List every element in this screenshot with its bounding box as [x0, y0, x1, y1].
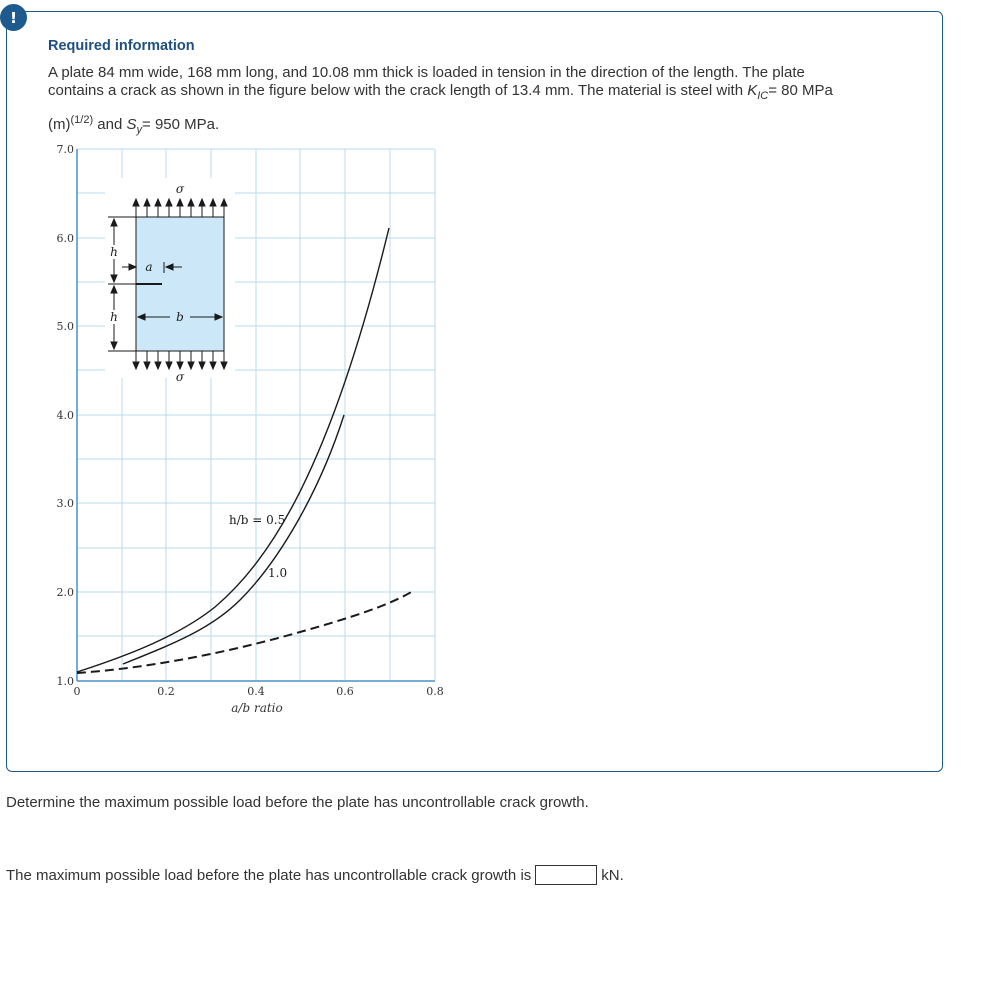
sy-value: = 950 MPa. [142, 116, 220, 133]
exclamation-icon: ! [9, 8, 18, 27]
problem-line-1: A plate 84 mm wide, 168 mm long, and 10.08 mm thick is loaded in tension in the direction of the length. The plate [48, 64, 805, 81]
a-label: a [145, 260, 153, 274]
curve-label-1.0: 1.0 [268, 566, 288, 580]
curve-label-h-b-0.5: h/b = 0.5 [229, 513, 286, 527]
y-tick-label: 5.0 [56, 320, 74, 333]
stress-concentration-figure [50, 140, 460, 720]
x-tick-label: 0.4 [247, 685, 265, 698]
y-tick-label: 4.0 [56, 409, 74, 422]
answer-row [6, 865, 624, 885]
answer-prefix: The maximum possible load before the plate has uncontrollable crack growth is [6, 866, 532, 884]
sigma-bottom-label: σ [175, 370, 185, 384]
kic-subscript: IC [757, 90, 769, 102]
top-load-arrows [133, 199, 227, 217]
y-tick-label: 6.0 [56, 232, 74, 245]
problem-line-3 [48, 111, 898, 139]
and-text: and [93, 116, 127, 133]
h-lower-label: h [110, 310, 118, 324]
sy-symbol [126, 116, 143, 136]
x-tick-label: 0.6 [336, 685, 354, 698]
h-upper-label: h [110, 245, 118, 259]
b-label: b [176, 310, 184, 324]
bottom-load-arrows [133, 351, 227, 369]
kic-letter: K [747, 82, 758, 99]
problem-statement [48, 64, 898, 139]
x-tick-label: 0.8 [426, 685, 444, 698]
y-tick-label: 1.0 [56, 675, 74, 688]
answer-input[interactable] [535, 865, 597, 885]
x-tick-label: 0 [73, 685, 81, 698]
curve-reference-dashed [77, 591, 413, 673]
curve-h-b-1.0 [123, 415, 344, 664]
sigma-top-label: σ [175, 182, 185, 196]
kic-unit-exponent: (1/2) [70, 114, 94, 126]
question-text: Determine the maximum possible load before the plate has uncontrollable crack growth. [6, 794, 589, 811]
problem-line-2-text: contains a crack as shown in the figure below with the crack length of 13.4 mm. The material is steel with [48, 82, 748, 99]
sy-subscript: y [136, 124, 143, 136]
info-title: Required information [48, 38, 195, 54]
kic-value: = 80 MPa [768, 82, 833, 99]
sy-letter: S [126, 116, 137, 133]
kic-unit: (m) [48, 116, 71, 133]
y-tick-label: 3.0 [56, 497, 74, 510]
x-tick-label: 0.2 [157, 685, 175, 698]
answer-unit: kN. [601, 866, 624, 884]
x-axis-label: a/b ratio [231, 701, 283, 715]
kic-symbol [747, 82, 769, 102]
problem-line-2 [48, 82, 898, 105]
y-tick-label: 2.0 [56, 586, 74, 599]
y-tick-label: 7.0 [56, 143, 74, 156]
